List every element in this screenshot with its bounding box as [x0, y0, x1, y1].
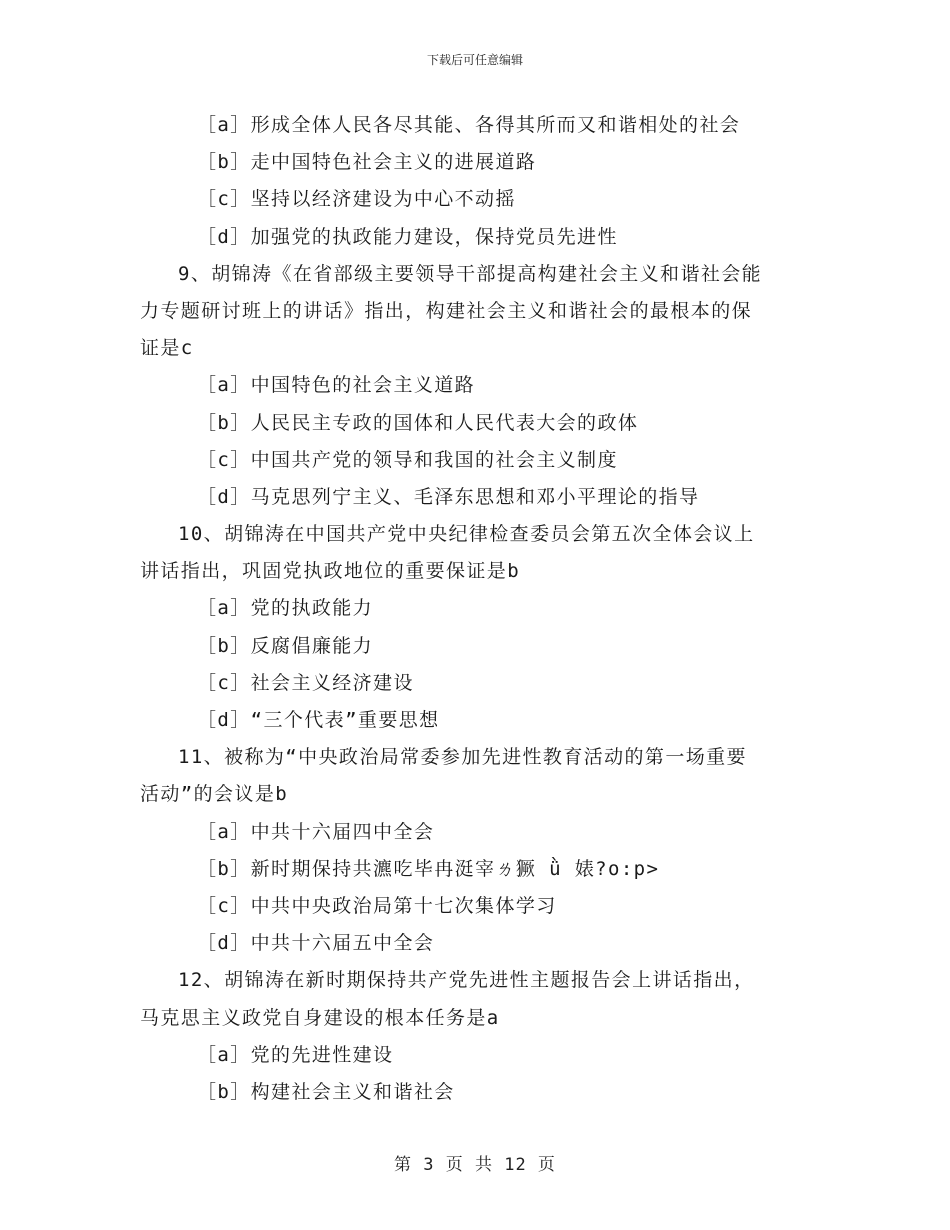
answer-option: ［c］坚持以经济建设为中心不动摇	[197, 188, 516, 211]
answer-option: ［a］党的先进性建设	[197, 1043, 394, 1066]
question-text: 10、胡锦涛在中国共产党中央纪律检查委员会第五次全体会议上	[178, 523, 755, 546]
answer-option: ［a］形成全体人民各尽其能、各得其所而又和谐相处的社会	[197, 114, 741, 136]
answer-option: ［c］社会主义经济建设	[197, 671, 414, 694]
question-text: 12、胡锦涛在新时期保持共产党先进性主题报告会上讲话指出，	[178, 969, 755, 992]
answer-option: ［c］中国共产党的领导和我国的社会主义制度	[197, 448, 618, 471]
answer-option: ［d］马克思列宁主义、毛泽东思想和邓小平理论的指导	[197, 485, 700, 508]
question-text: 讲话指出，巩固党执政地位的重要保证是b	[140, 560, 521, 583]
question-text: 9、胡锦涛《在省部级主要领导干部提高构建社会主义和谐社会能	[178, 262, 763, 285]
answer-option: ［b］人民民主专政的国体和人民代表大会的政体	[197, 411, 639, 434]
answer-option: ［a］党的执政能力	[197, 597, 374, 620]
answer-option: ［a］中共十六届四中全会	[197, 820, 435, 843]
answer-option: ［b］走中国特色社会主义的进展道路	[197, 151, 537, 174]
answer-option: ［b］反腐倡廉能力	[197, 634, 374, 657]
answer-option: ［c］中共中央政治局第十七次集体学习	[197, 894, 557, 917]
question-text: 11、被称为“中央政治局常委参加先进性教育活动的第一场重要	[178, 746, 747, 769]
answer-option: ［b］新时期保持共瀌吃毕冉涏宰ㄌ獗 ǜ 婊?o:p>	[197, 857, 660, 880]
question-text: 证是c	[140, 337, 194, 360]
answer-option: ［a］中国特色的社会主义道路	[197, 374, 476, 397]
question-text: 力专题研讨班上的讲话》指出，构建社会主义和谐社会的最根本的保	[140, 299, 753, 322]
answer-option: ［d］中共十六届五中全会	[197, 932, 435, 955]
question-text: 马克思主义政党自身建设的根本任务是a	[140, 1006, 500, 1029]
document-body	[140, 107, 820, 1111]
answer-option: ［d］加强党的执政能力建设，保持党员先进性	[197, 225, 618, 248]
answer-option: ［b］构建社会主义和谐社会	[197, 1080, 455, 1103]
question-text: 活动”的会议是b	[140, 783, 289, 806]
page-header: 下载后可任意编辑	[426, 53, 523, 67]
answer-option: ［d］“三个代表”重要思想	[197, 709, 440, 731]
page-footer: 第 3 页 共 12 页	[394, 1155, 556, 1175]
